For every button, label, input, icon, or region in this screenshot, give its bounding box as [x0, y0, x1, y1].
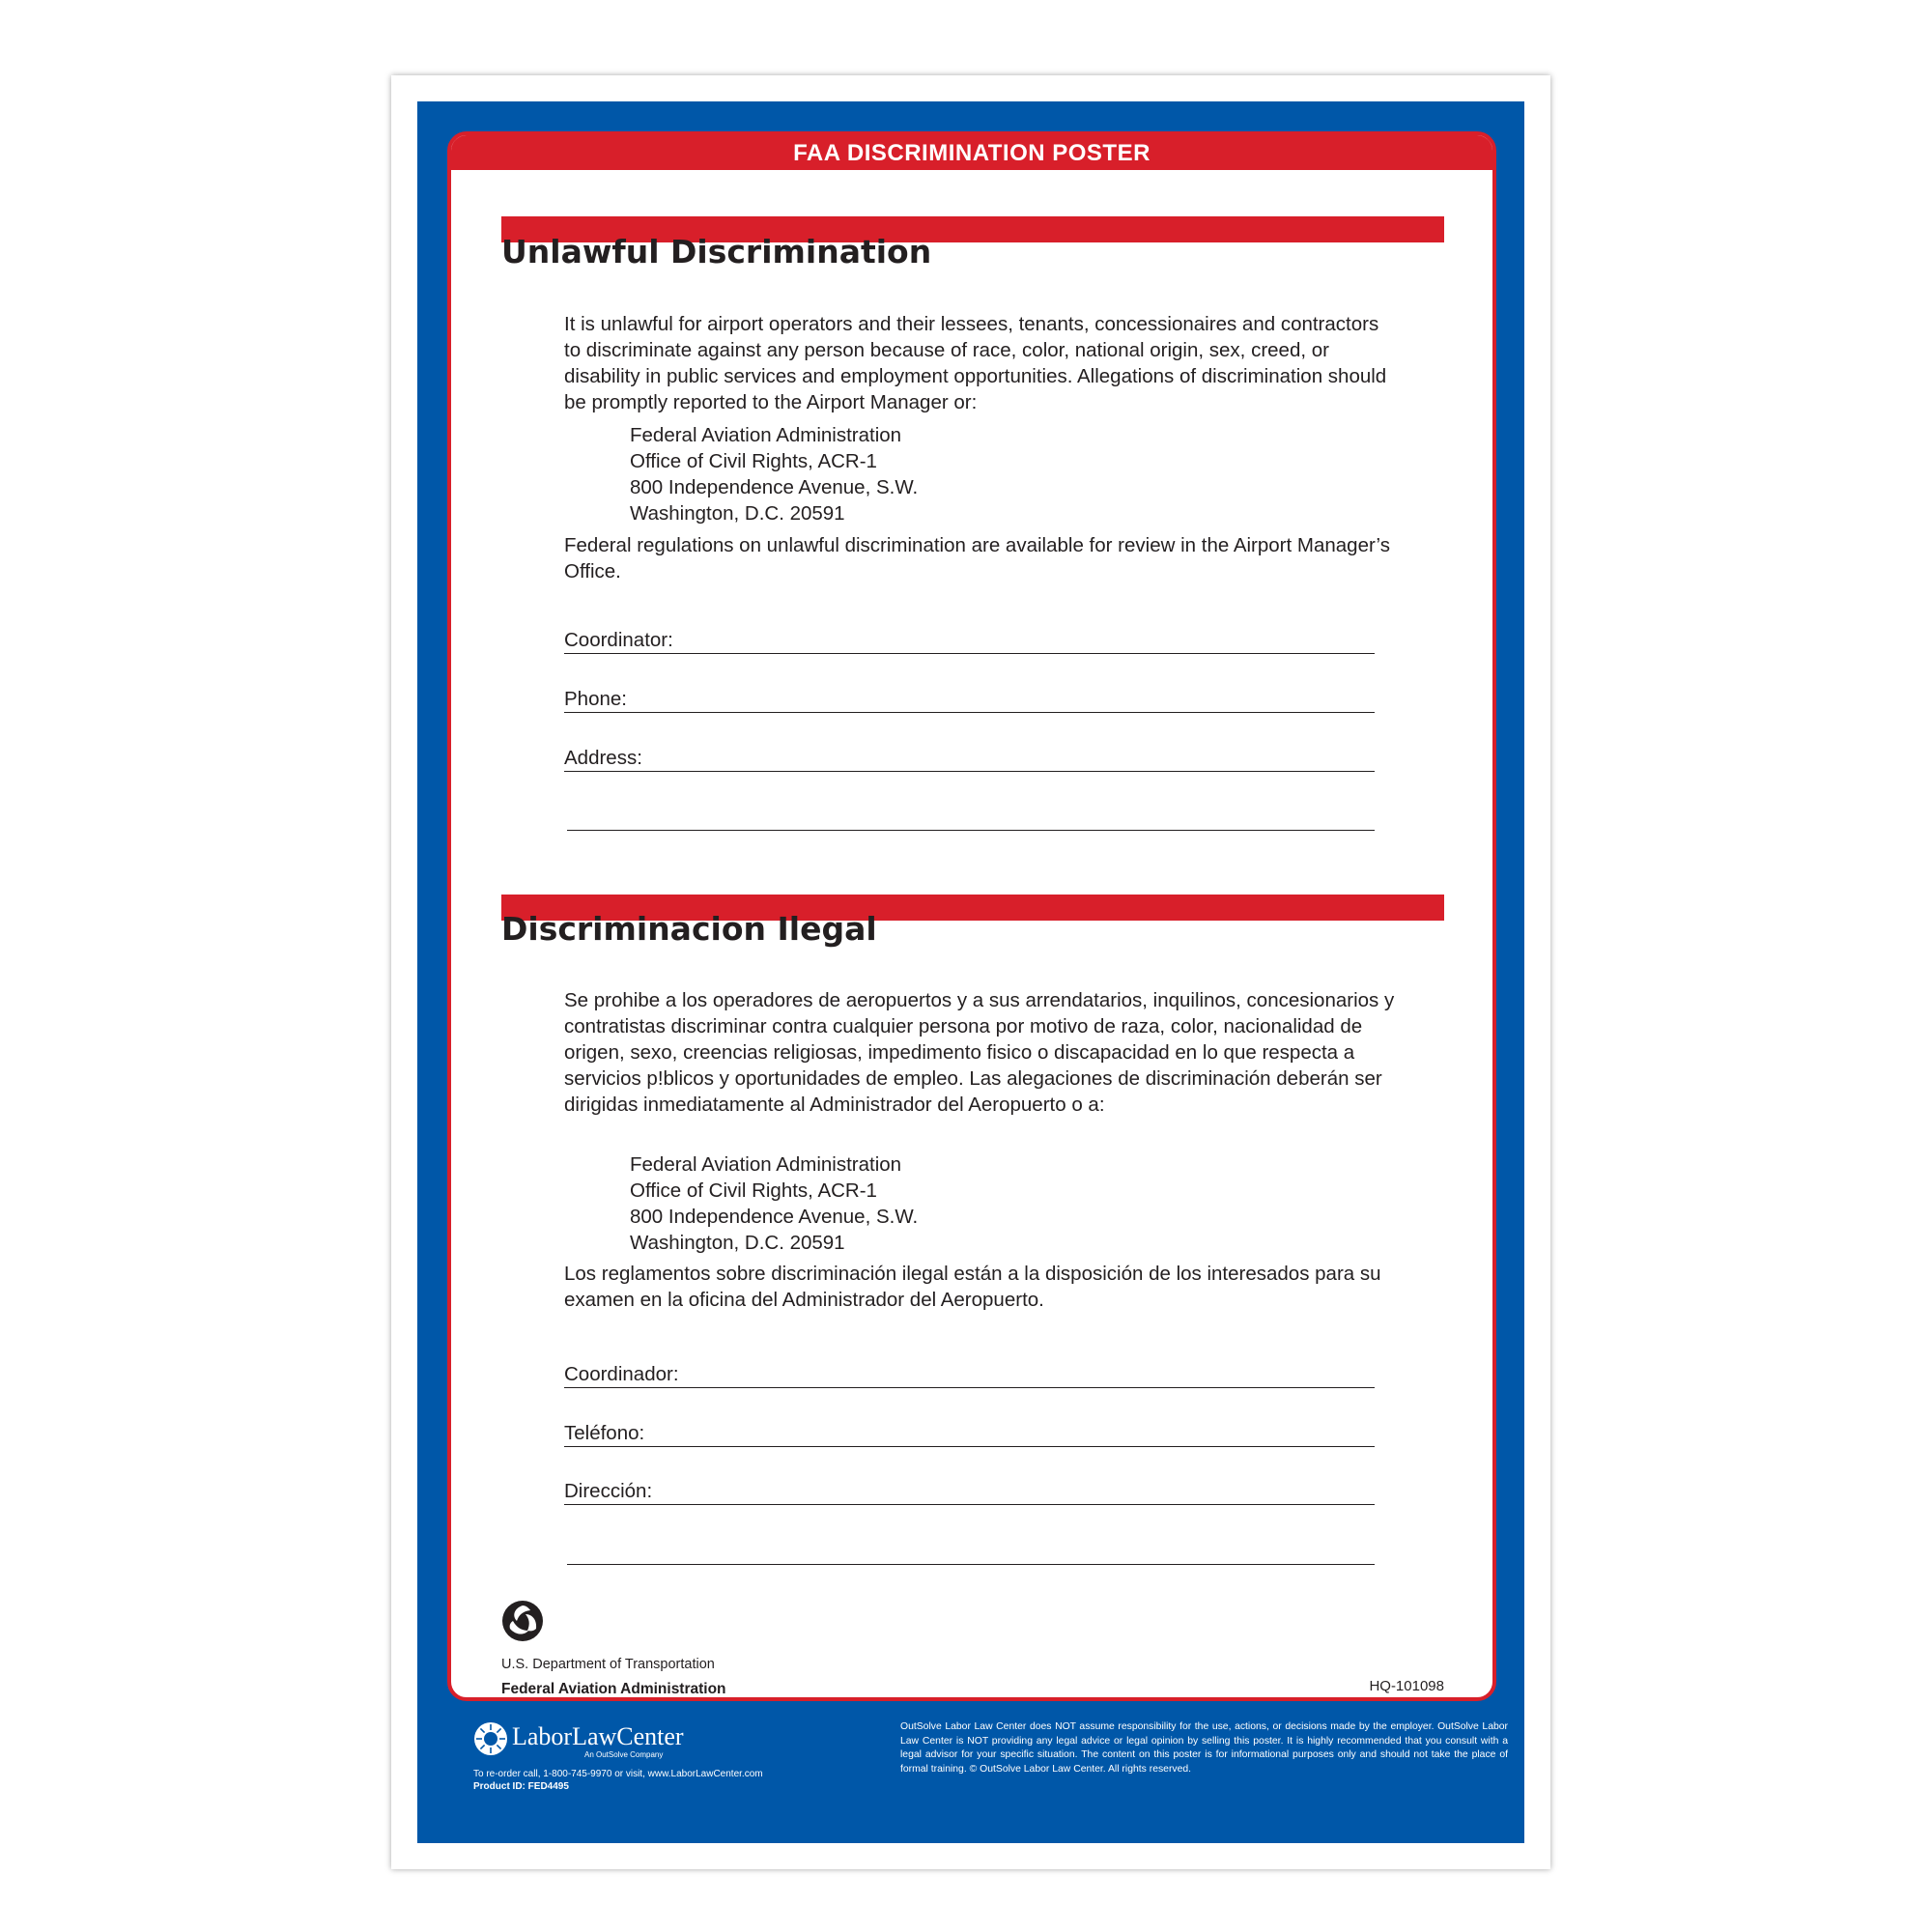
- coordinator-label: Coordinator:: [564, 629, 676, 652]
- english-address-block: [630, 422, 918, 526]
- address-line: Office of Civil Rights, ACR-1: [630, 1179, 877, 1202]
- coordinador-field[interactable]: [564, 1361, 1375, 1388]
- address-line: Federal Aviation Administration: [630, 1153, 902, 1176]
- address-line: Federal Aviation Administration: [630, 424, 902, 446]
- direccion-label: Dirección:: [564, 1480, 655, 1503]
- reorder-info: To re-order call, 1-800-745-9970 or visit, www.LaborLawCenter.com: [473, 1769, 763, 1779]
- direccion-field[interactable]: [564, 1478, 1375, 1505]
- poster-content: [447, 131, 1496, 1701]
- address-line: 800 Independence Avenue, S.W.: [630, 476, 919, 498]
- legal-disclaimer: OutSolve Labor Law Center does NOT assume responsibility for the use, actions, or decisions made by the employer. OutSolve Labor Law Center is NOT providing any legal advice or legal opinion by selling this poster. It is highly recommended that you consult with a legal advisor for your specific situation. The content on this poster is for informational purposes only and should not take the place of formal training. © OutSolve Labor Law Center. All rights reserved.: [900, 1721, 1508, 1775]
- laborlawcenter-logo-icon: [473, 1721, 508, 1756]
- fill-line: [564, 653, 1375, 654]
- fill-line: [564, 1387, 1375, 1388]
- fill-line: [564, 712, 1375, 713]
- spanish-note: Los reglamentos sobre discriminación ilegal están a la disposición de los interesados para su examen en la oficina del Administrador del Aeropuerto.: [564, 1263, 1381, 1311]
- spanish-section-title: Discriminacion Ilegal: [501, 910, 877, 948]
- fill-line: [564, 771, 1375, 772]
- address-line: Office of Civil Rights, ACR-1: [630, 450, 877, 472]
- fill-line: [564, 1446, 1375, 1447]
- address-line: Washington, D.C. 20591: [630, 502, 845, 525]
- poster-sheet: [391, 75, 1550, 1869]
- poster-header: FAA DISCRIMINATION POSTER: [451, 135, 1492, 170]
- publisher-name: LaborLawCenter: [512, 1722, 684, 1750]
- spanish-address-block: [630, 1151, 918, 1256]
- administration-name: Federal Aviation Administration: [501, 1681, 726, 1697]
- telefono-label: Teléfono:: [564, 1422, 647, 1445]
- department-name: U.S. Department of Transportation: [501, 1657, 715, 1672]
- blue-frame: [417, 101, 1524, 1843]
- dot-triskelion-logo-icon: [501, 1600, 544, 1642]
- product-id: Product ID: FED4495: [473, 1781, 569, 1792]
- coordinator-field[interactable]: [564, 627, 1375, 654]
- english-note: Federal regulations on unlawful discrimination are available for review in the Airport Manager’s Office.: [564, 534, 1390, 582]
- phone-field[interactable]: [564, 686, 1375, 713]
- address-continuation-line[interactable]: [567, 830, 1375, 831]
- fill-line: [564, 1504, 1375, 1505]
- phone-label: Phone:: [564, 688, 630, 711]
- english-section-title: Unlawful Discrimination: [501, 233, 932, 270]
- address-line: 800 Independence Avenue, S.W.: [630, 1206, 919, 1228]
- address-field[interactable]: [564, 745, 1375, 772]
- telefono-field[interactable]: [564, 1420, 1375, 1447]
- coordinador-label: Coordinador:: [564, 1363, 682, 1386]
- address-label: Address:: [564, 747, 645, 770]
- spanish-body: Se prohibe a los operadores de aeropuertos y a sus arrendatarios, inquilinos, concesionarios y contratistas discriminar contra cualquier persona por motivo de raza, color, nacionalidad de origen, sexo, creencias religiosas, impedimento fisico o discapacidad en lo que respecta a servicios p!blicos y oportunidades de empleo. Las alegaciones de discriminación deberán ser dirigidas inmediatamente al Administrador del Aeropuerto o a:: [564, 989, 1395, 1116]
- publisher-subtitle: An OutSolve Company: [584, 1750, 664, 1759]
- form-code: HQ-101098: [1369, 1678, 1444, 1694]
- direccion-continuation-line[interactable]: [567, 1564, 1375, 1565]
- address-line: Washington, D.C. 20591: [630, 1232, 845, 1254]
- english-body: It is unlawful for airport operators and their lessees, tenants, concessionaires and contractors to discriminate against any person because of race, color, national origin, sex, creed, or disability in public services and employment opportunities. Allegations of discrimination should be promptly reported to the Airport Manager or:: [564, 313, 1387, 413]
